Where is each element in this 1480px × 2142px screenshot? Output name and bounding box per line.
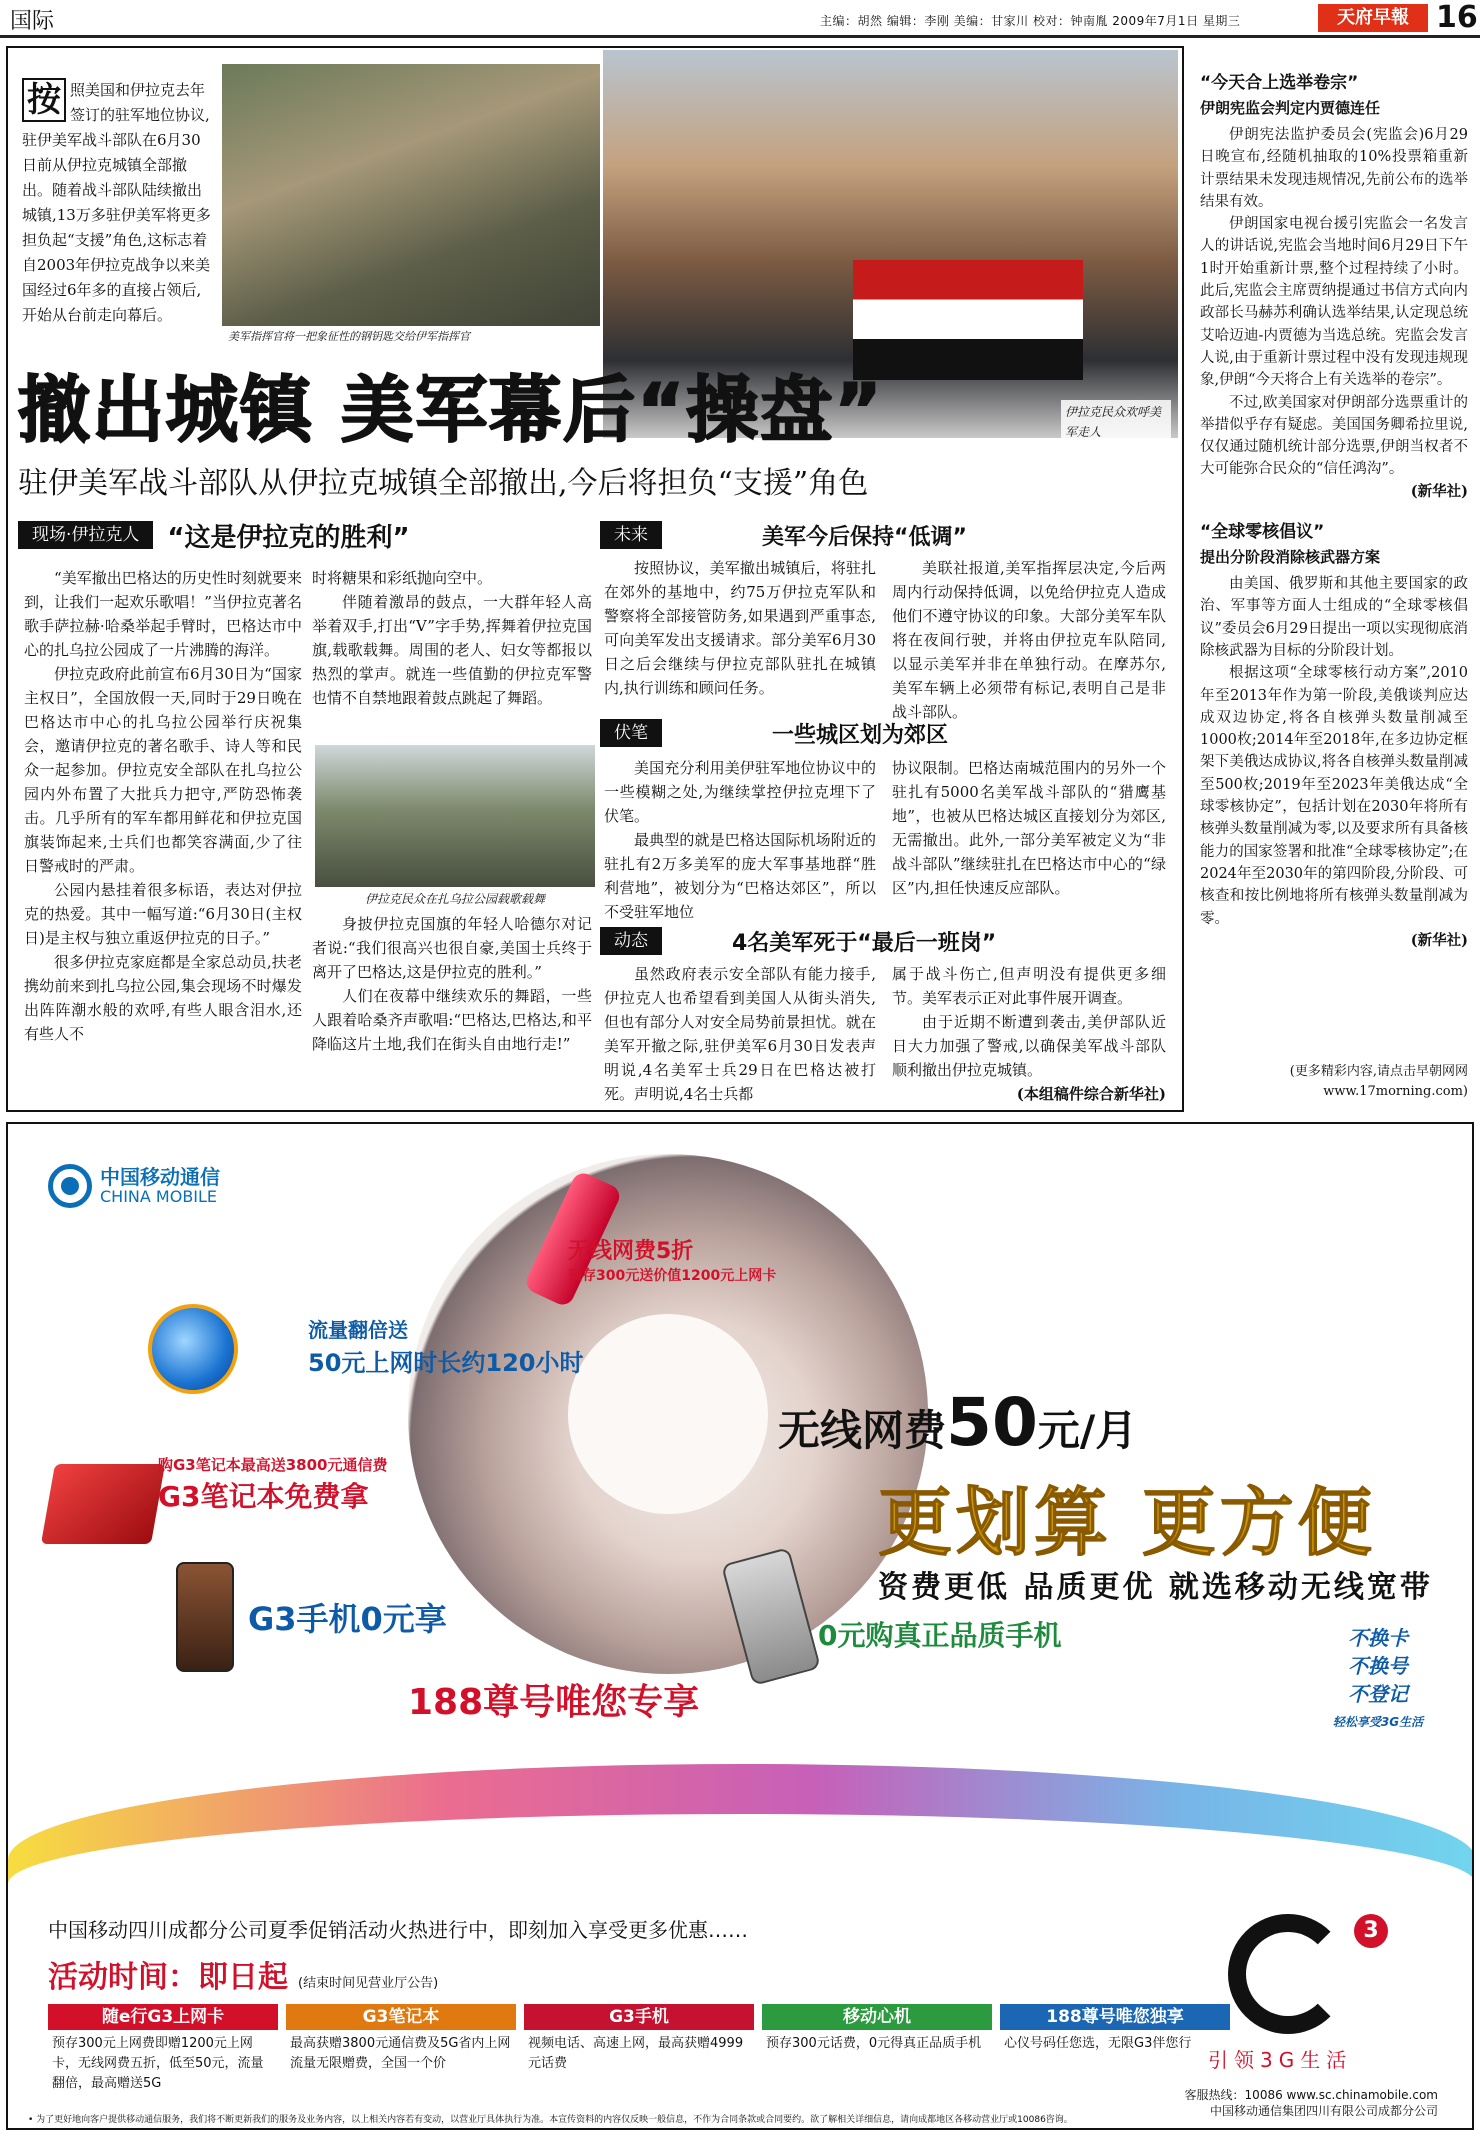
section-header-ambush (600, 718, 1178, 748)
promo-laptop (158, 1454, 388, 1515)
promo-zero-phone: 0元购真正品质手机 (818, 1619, 1062, 1652)
offer-card (286, 2004, 516, 2094)
g3-swirl-center (568, 1314, 768, 1514)
stamp-line: 不登记 (1348, 1682, 1408, 1706)
paragraph: 伊朗国家电视台援引宪监会一名发言人的讲话说,宪监会当地时间6月29日下午1时开始重新计票,整个过程持续了小时。此后,宪监会主席贾纳提通过书信方式向内政部长马赫苏利确认选举结果,认定现总统艾哈迈迪-内贾德为当选总统。宪监会发言人说,由于重新计票过程中没有发现违规现象,伊朗“今天将合上有关选举的卷宗”。 (1200, 216, 1468, 389)
no-change-stamp (1308, 1624, 1448, 1736)
scene-column-2-bottom (312, 912, 592, 1056)
section-title: “这是伊拉克的胜利” (167, 522, 410, 553)
story-body (1200, 124, 1468, 503)
offer-card (48, 2004, 278, 2094)
offer-cards (48, 2004, 1230, 2094)
intro-paragraph (22, 78, 214, 328)
brand-en: CHINA MOBILE (100, 1187, 218, 1206)
website-note (1200, 1062, 1468, 1102)
section-tag: 未来 (600, 521, 662, 549)
price-prefix: 无线网费 (778, 1406, 947, 1455)
activity-note: (结束时间见营业厅公告) (298, 1976, 439, 1991)
source-credit: (本组稿件综合新华社) (1016, 1085, 1166, 1103)
price-number: 50 (946, 1384, 1038, 1461)
g3-logo-icon (1228, 1914, 1348, 2034)
promo-g3-phone: G3手机0元享 (248, 1600, 447, 1638)
promo-188-number: 188尊号唯您专享 (408, 1682, 700, 1723)
section-name: 国际 (10, 9, 55, 34)
campaign-text: 中国移动四川成都分公司夏季促销活动火热进行中，即刻加入享受更多优惠…… (48, 1918, 748, 1942)
offer-card-body: 视频电话、高速上网，最高获赠4999元话费 (528, 2036, 744, 2071)
paragraph: 由美国、俄罗斯和其他主要国家的政治、军事等方面人士组成的“全球零核倡议”委员会6月29日提出一项以实现彻底消除核武器为目标的分阶段计划。 (1200, 576, 1468, 659)
paragraph: 人们在夜幕中继续欢乐的舞蹈，一些人跟着哈桑齐声歌唱:“巴格达,巴格达,和平降临这片土地,我们在街头自由地行走!” (312, 987, 592, 1053)
stamp-line: 不换号 (1348, 1654, 1408, 1678)
paragraph: 虽然政府表示安全部队有能力接手,伊拉克人也希望看到美国人从街头消失,但也有部分人对安全局势前景担忧。就在美军开撤之际,驻伊美军6月30日发表声明说,4名美军士兵29日在巴格达被打死。声明说,4名士兵都 (604, 965, 876, 1103)
offer-card (524, 2004, 754, 2094)
paragraph: 由于近期不断遭到袭击,美伊部队近日大力加强了警戒,以确保美军战斗部队顺利撤出伊拉克城镇。 (892, 1013, 1166, 1079)
promo-wireless-discount (568, 1234, 838, 1285)
offer-card-body: 预存300元上网费即赠1200元上网卡，无线网费五折，低至50元，流量翻倍，最高赠送5G (52, 2036, 264, 2091)
promo-headline: 无线网费5折 (568, 1239, 694, 1264)
stamp-line: 不换卡 (1348, 1626, 1408, 1650)
company-name: 中国移动通信集团四川有限公司成都分公司 (1209, 2104, 1438, 2118)
slogan-gold: 更划算 更方便 (878, 1480, 1376, 1566)
section-header-news (600, 926, 1178, 956)
paragraph: 美联社报道,美军指挥层决定,今后两周内行动保持低调，以免给伊拉克人造成他们不遵守协议的印象。大部分美军车队将在夜间行驶，并将由伊拉克车队陪同,以显示美军并非在单独行动。在摩苏尔,美军车辆上必须带有标记,表明自己是非战斗部队。 (892, 559, 1166, 721)
brand-cn: 中国移动通信 (100, 1165, 220, 1189)
credits-line: 主编：胡然 编辑：李刚 美编：甘家川 校对：钟南胤 2009年7月1日 星期三 (820, 14, 1241, 28)
paragraph: 身披伊拉克国旗的年轻人哈德尔对记者说:“我们很高兴也很自豪,美国士兵终于离开了巴格达,这是伊拉克的胜利。” (312, 915, 592, 981)
ambush-column-1 (604, 756, 876, 924)
promo-detail: 预存300元送价值1200元上网卡 (568, 1268, 777, 1284)
section-title: 美军今后保持“低调” (762, 524, 967, 550)
paragraph: 属于战斗伤亡,但声明没有提供更多细节。美军表示正对此事件展开调查。 (892, 965, 1166, 1007)
stamp-tagline: 轻松享受3G生活 (1332, 1715, 1424, 1729)
paragraph: 伴随着激昂的鼓点，一大群年轻人高举着双手,打出“V”字手势,挥舞着伊拉克国旗,载歌载舞。周围的老人、妇女等都报以热烈的掌声。就连一些值勤的伊拉克军警也情不自禁地跟着鼓点跳起了舞蹈。 (312, 593, 592, 707)
paragraph: “美军撤出巴格达的历史性时刻就要来到，让我们一起欢乐歌唱！”当伊拉克著名歌手萨拉赫·哈桑举起手臂时，巴格达市中心的扎乌拉公园成了一片沸腾的海洋。 (24, 569, 302, 659)
source-credit: (新华社) (1410, 482, 1468, 500)
section-header-future (600, 520, 1178, 550)
story-body (1200, 573, 1468, 952)
paragraph: 伊拉克政府此前宣布6月30日为“国家主权日”，全国放假一天,同时于29日晚在巴格达市中心的扎乌拉公园举行庆祝集会，邀请伊拉克的著名歌手、诗人等和民众一起参加。伊拉克安全部队在扎乌拉公园内外布置了大批兵力把守,严防恐怖袭击。几乎所有的军车都用鲜花和伊拉克国旗装饰起来,士兵们也都笑容满面,少了往日警戒时的严肃。 (24, 665, 302, 875)
story-subtitle: 伊朗宪监会判定内贾德连任 (1200, 99, 1381, 117)
paragraph: 协议限制。巴格达南城范围内的另外一个驻扎有5000名美军战斗部队的“猎鹰基地”，也被从巴格达城区直接划分为郊区,无需撤出。此外,一部分美军被定义为“非战斗部队”继续驻扎在巴格达市中心的“绿区”内,担任快速反应部队。 (892, 759, 1166, 897)
offer-card (762, 2004, 992, 2094)
website-link[interactable]: www.17morning.com) (1323, 1084, 1468, 1099)
future-column-1 (604, 556, 876, 700)
offer-card-body: 最高获赠3800元通信费及5G省内上网流量无限赠费，全国一个价 (290, 2036, 511, 2071)
scene-column-1 (24, 566, 302, 1046)
offer-card-head: 188尊号唯您独享 (1000, 2004, 1230, 2030)
future-column-2 (892, 556, 1166, 724)
newspaper-logo: 天府早報 (1318, 4, 1428, 32)
china-mobile-icon (48, 1164, 92, 1208)
section-tag: 现场·伊拉克人 (18, 521, 153, 549)
phone-icon (176, 1562, 234, 1672)
promo-data-flow (308, 1314, 584, 1378)
paragraph: 伊朗宪法监护委员会(宪监会)6月29日晚宣布,经随机抽取的10%投票箱重新计票结果未发现违规情况,先前公布的选举结果有效。 (1200, 127, 1468, 210)
g3-tagline: 引领3G生活 (1208, 2048, 1353, 2072)
activity-time (48, 1952, 438, 1996)
offer-card-body: 预存300元话费，0元得真正品质手机 (766, 2036, 982, 2051)
intro-text: 照美国和伊拉克去年签订的驻军地位协议,驻伊美军战斗部队在6月30日前从伊拉克城镇全部撤出。随着战斗部队陆续撤出城镇,13万多驻伊美军将更多担负起“支援”角色,这标志着自2003年伊拉克战争以来美国经过6年多的直接占领后,开始从台前走向幕后。 (22, 81, 211, 324)
internet-explorer-icon (148, 1304, 238, 1394)
offer-card-head: G3笔记本 (286, 2004, 516, 2030)
promo-headline: G3笔记本免费拿 (158, 1480, 369, 1513)
photo-caption: 美军指挥官将一把象征性的钢钥匙交给伊军指挥官 (222, 326, 600, 348)
iraq-flag-shape (853, 260, 1083, 380)
page-number: 16 (1436, 0, 1478, 35)
offer-card-head: G3手机 (524, 2004, 754, 2030)
section-tag: 动态 (600, 927, 662, 955)
news-column-2 (892, 962, 1166, 1106)
paragraph: 时将糖果和彩纸抛向空中。 (312, 569, 493, 587)
paragraph: 按照协议，美军撤出城镇后，将驻扎在郊外的基地中，约75万伊拉克军队和警察将全部接管防务,如果遇到严重事态,可向美军发出支援请求。部分美军6月30日之后会继续与伊拉克部队驻扎在城镇内,执行训练和顾问任务。 (604, 559, 876, 697)
paragraph: 美国充分利用美伊驻军地位协议中的一些模糊之处,为继续掌控伊拉克埋下了伏笔。 (604, 759, 876, 825)
offer-card-body: 心仪号码任您选，无限G3伴您行 (1004, 2036, 1192, 2051)
paragraph: 最典型的就是巴格达国际机场附近的驻扎有2万多美军的庞大军事基地群“胜利营地”，被划分为“巴格达郊区”，所以不受驻军地位 (604, 831, 876, 921)
fine-print: • 为了更好地向客户提供移动通信服务，我们将不断更新我们的服务及业务内容，以上相关内容若有变动，以营业厅具体执行为准。本宣传资料的内容仅反映一般信息，不作为合同条款或合同要约。欲了解相关详细信息，请向成都地区各移动营业厅或10086咨询。 (28, 2115, 1073, 2125)
subheadline: 驻伊美军战斗部队从伊拉克城镇全部撤出,今后将担负“支援”角色 (18, 466, 869, 501)
photo-key-handover (222, 64, 600, 348)
section-header-scene (18, 520, 588, 553)
ambush-column-2 (892, 756, 1166, 900)
more-content-note: (更多精彩内容,请点击早朝网网 (1289, 1064, 1468, 1079)
photo-caption: 伊拉克民众欢呼美军走人 (1061, 400, 1171, 444)
g3-logo-badge: 3 (1354, 1914, 1388, 1948)
headline: 撤出城镇 美军幕后“操盘” (18, 368, 884, 452)
photo-caption: 伊拉克民众在扎乌拉公园载歌载舞 (364, 892, 545, 906)
china-mobile-ad (6, 1122, 1474, 2130)
paragraph: 很多伊拉克家庭都是全家总动员,扶老携幼前来到扎乌拉公园,集会现场不时爆发出阵阵潮水般的欢呼,有些人眼含泪水,还有些人不 (24, 953, 302, 1043)
section-title: 4名美军死于“最后一班岗” (732, 930, 997, 956)
offer-card-head: 随e行G3上网卡 (48, 2004, 278, 2030)
offer-card-head: 移动心机 (762, 2004, 992, 2030)
activity-time-label: 活动时间：即日起 (48, 1960, 288, 1995)
offer-card (1000, 2004, 1230, 2094)
promo-detail: 购G3笔记本最高送3800元通信费 (158, 1456, 388, 1474)
promo-headline: 流量翻倍送 (308, 1318, 408, 1342)
photo-dancing (315, 745, 595, 887)
price-suffix: 元/月 (1037, 1406, 1138, 1455)
right-column (1200, 70, 1468, 952)
story-title: “今天合上选举卷宗” (1200, 73, 1359, 93)
china-mobile-logo (48, 1164, 220, 1208)
promo-detail: 50元上网时长约120小时 (308, 1349, 584, 1377)
paragraph: 公园内悬挂着很多标语，表达对伊拉克的热爱。其中一幅写道:“6月30日(主权日)是主权与独立重返伊拉克的日子。” (24, 881, 302, 947)
section-tag: 伏笔 (600, 719, 662, 747)
price-headline (778, 1384, 1137, 1461)
paragraph: 根据这项“全球零核行动方案”,2010年至2013年作为第一阶段,美俄谈判应达成双边协定,将各自核弹头数量削减至1000枚;2014年至2018年,在多边协定框架下美俄达成协议,将各自核弹头数量削减至500枚;2019年至2023年美俄达成“全球零核协定”，包括计划在2030年将所有核弹头数量削减为零,以及要求所有具备核能力的国家签署和批准“全球零核协定”;在2024年至2030年的第四阶段,分阶段、可核查和按比例地将所有核弹头数量削减为零。 (1200, 665, 1468, 927)
news-column-1 (604, 962, 876, 1106)
paragraph: 不过,欧美国家对伊朗部分选票重计的举措似乎存有疑虑。美国国务卿希拉里说,仅仅通过随机统计部分选票,伊朗当权者不大可能弥合民众的“信任鸿沟”。 (1200, 394, 1468, 478)
section-title: 一些城区划为郊区 (772, 722, 949, 748)
masthead (0, 0, 1480, 38)
scene-column-2-top (312, 566, 592, 710)
laptop-icon (41, 1464, 165, 1544)
slogan-sub: 资费更低 品质更优 就选移动无线宽带 (878, 1570, 1433, 1605)
story-title: “全球零核倡议” (1200, 522, 1325, 543)
drop-cap: 按 (22, 78, 66, 122)
source-credit: (新华社) (1410, 931, 1468, 949)
hotline: 客服热线：10086 www.sc.chinamobile.com (1184, 2088, 1438, 2102)
story-subtitle: 提出分阶段消除核武器方案 (1200, 548, 1381, 567)
